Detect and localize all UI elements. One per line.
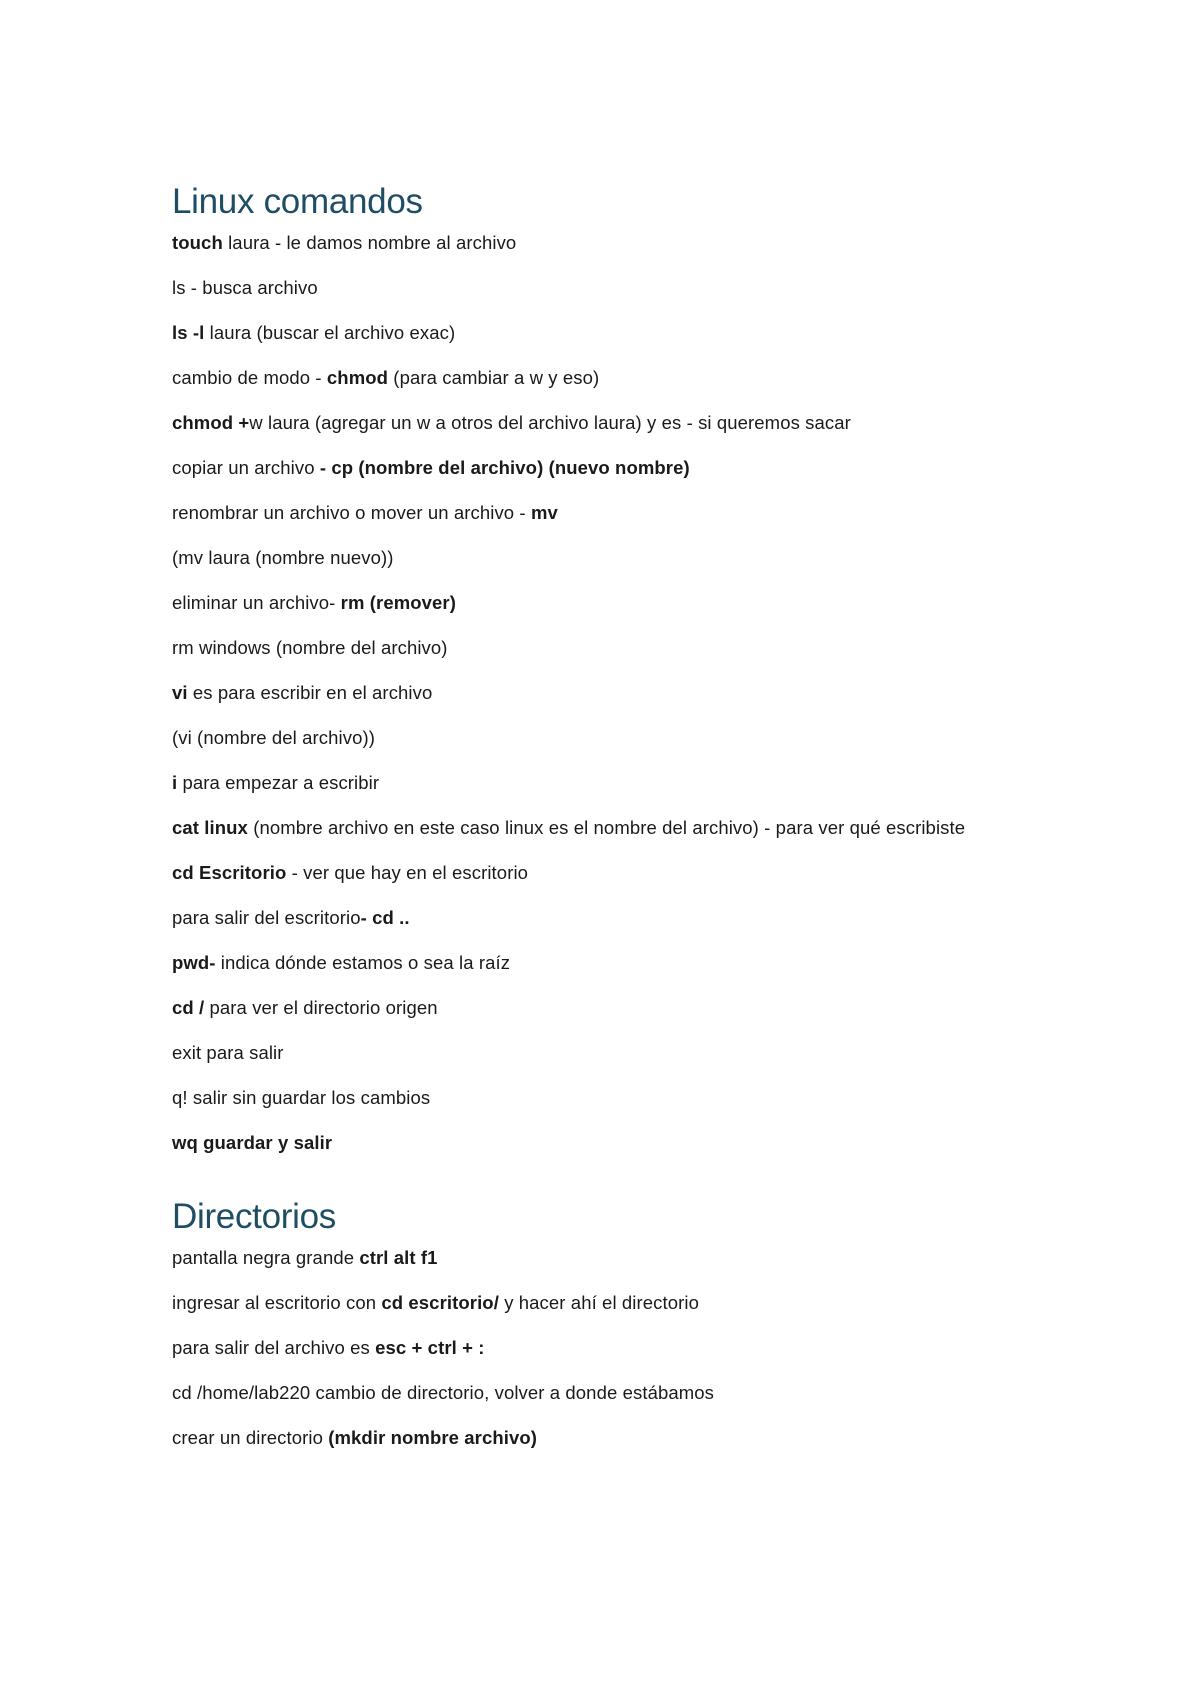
text-line — [172, 588, 1032, 617]
line-text: (mv laura (nombre nuevo)) — [172, 547, 394, 568]
line-text: cd /home/lab220 cambio de directorio, volver a donde estábamos — [172, 1382, 714, 1403]
text-line — [172, 318, 1032, 347]
section-heading: Directorios — [172, 1197, 336, 1236]
line-text: (para cambiar a w y eso) — [388, 367, 600, 388]
text-line — [172, 1128, 1032, 1157]
text-line — [172, 948, 1032, 977]
line-text: para salir del escritorio — [172, 907, 361, 928]
text-line — [172, 363, 1032, 392]
line-text: crear un directorio — [172, 1427, 329, 1448]
text-line — [172, 498, 1032, 527]
line-text: laura - le damos nombre al archivo — [222, 232, 517, 253]
line-text: eliminar un archivo- — [172, 592, 341, 613]
command-text: chmod + — [172, 412, 250, 433]
line-text: (nombre archivo en este caso linux es el nombre del archivo) - para ver qué escribiste — [247, 817, 966, 838]
command-text: cd escritorio/ — [381, 1292, 499, 1313]
line-text: y hacer ahí el directorio — [498, 1292, 699, 1313]
line-text: - ver que hay en el escritorio — [286, 862, 529, 883]
text-line — [172, 903, 1032, 932]
command-text: cd Escritorio — [172, 862, 287, 883]
command-text: ls -l — [172, 322, 205, 343]
line-text: indica dónde estamos o sea la raíz — [215, 952, 511, 973]
command-text: vi — [172, 682, 188, 703]
line-text: ls - busca archivo — [172, 277, 318, 298]
text-line — [172, 678, 1032, 707]
command-text: touch — [172, 232, 223, 253]
command-text: cat linux — [172, 817, 248, 838]
text-line — [172, 633, 1032, 662]
line-text: para empezar a escribir — [177, 772, 380, 793]
section-heading: Linux comandos — [172, 182, 423, 221]
text-line — [172, 1378, 1032, 1407]
text-line — [172, 993, 1032, 1022]
text-line — [172, 453, 1032, 482]
line-text: (vi (nombre del archivo)) — [172, 727, 375, 748]
text-line — [172, 1423, 1032, 1452]
command-text: mv — [530, 502, 558, 523]
text-line — [172, 813, 1032, 842]
line-text: q! salir sin guardar los cambios — [172, 1087, 431, 1108]
text-line — [172, 858, 1032, 887]
command-text: chmod — [326, 367, 389, 388]
line-text: exit para salir — [172, 1042, 284, 1063]
section-lines — [172, 228, 1032, 1157]
line-text: es para escribir en el archivo — [187, 682, 433, 703]
text-line — [172, 1288, 1032, 1317]
line-text: copiar un archivo — [172, 457, 320, 478]
command-text: - cp (nombre del archivo) (nuevo nombre) — [319, 457, 690, 478]
text-line — [172, 1083, 1032, 1112]
line-text: para ver el directorio origen — [204, 997, 438, 1018]
text-line — [172, 1243, 1032, 1272]
text-line — [172, 1038, 1032, 1067]
line-text: rm windows (nombre del archivo) — [172, 637, 448, 658]
document-page — [172, 176, 1032, 1452]
line-text: ingresar al escritorio con — [172, 1292, 382, 1313]
command-text: i — [172, 772, 178, 793]
text-line — [172, 723, 1032, 752]
text-line — [172, 273, 1032, 302]
section-lines — [172, 1243, 1032, 1452]
command-text: pwd- — [172, 952, 216, 973]
command-text: (mkdir nombre archivo) — [328, 1427, 538, 1448]
command-text: wq guardar y salir — [172, 1132, 333, 1153]
line-text: pantalla negra grande — [172, 1247, 360, 1268]
text-line — [172, 1333, 1032, 1362]
command-text: rm (remover) — [340, 592, 456, 613]
section-directorios — [172, 1191, 1032, 1452]
line-text: cambio de modo - — [172, 367, 327, 388]
line-text: para salir del archivo es — [172, 1337, 376, 1358]
text-line — [172, 768, 1032, 797]
command-text: esc + ctrl + : — [375, 1337, 485, 1358]
command-text: cd / — [172, 997, 205, 1018]
text-line — [172, 408, 1032, 437]
line-text: laura (buscar el archivo exac) — [204, 322, 456, 343]
section-linux-comandos — [172, 176, 1032, 1157]
line-text: w laura (agregar un w a otros del archivo laura) y es - si queremos sacar — [249, 412, 851, 433]
line-text: renombrar un archivo o mover un archivo - — [172, 502, 531, 523]
command-text: - cd .. — [360, 907, 410, 928]
text-line — [172, 543, 1032, 572]
text-line — [172, 228, 1032, 257]
command-text: ctrl alt f1 — [359, 1247, 438, 1268]
